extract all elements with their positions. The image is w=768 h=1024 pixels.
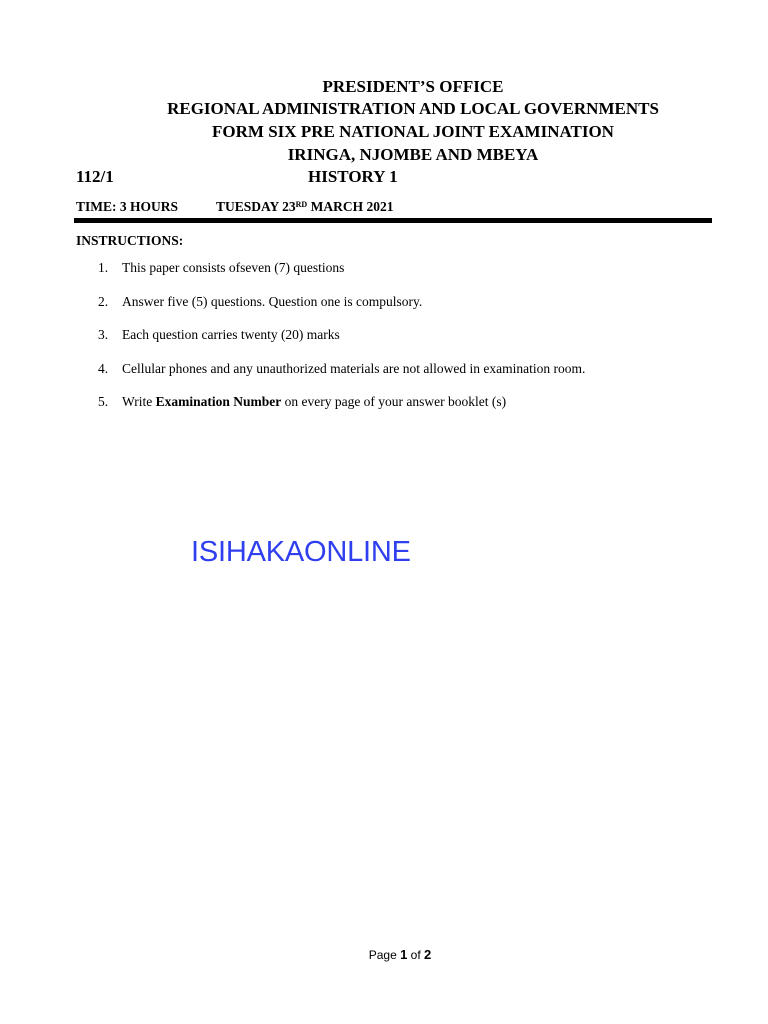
instruction-number: 4. <box>98 360 109 376</box>
instruction-text-start: Write <box>122 394 156 410</box>
instruction-text <box>122 393 506 411</box>
exam-time: TIME: 3 HOURS <box>76 199 179 214</box>
instruction-text: This paper consists ofseven (7) questions <box>122 260 345 275</box>
instruction-item <box>76 393 696 427</box>
header-presidents-office: PRESIDENT’S OFFICE <box>322 77 504 96</box>
instruction-number: 1. <box>98 260 109 275</box>
instructions-title: INSTRUCTIONS: <box>76 233 184 248</box>
exam-date-prefix: TUESDAY 23 <box>216 199 296 214</box>
header-divider <box>74 218 712 223</box>
instruction-item <box>76 293 696 327</box>
instruction-text-emphasis: Examination Number <box>155 394 282 410</box>
time-date-row <box>76 198 394 216</box>
instruction-text: Answer five (5) questions. Question one is compulsory. <box>122 293 423 309</box>
paper-code: 112/1 <box>76 167 114 186</box>
header-regions: IRINGA, NJOMBE AND MBEYA <box>287 145 539 164</box>
exam-date-ordinal: RD <box>295 200 308 209</box>
instruction-text: Cellular phones and any unauthorized materials are not allowed in examination room. <box>122 360 586 376</box>
exam-date-suffix: MARCH 2021 <box>307 199 394 214</box>
instruction-number: 5. <box>98 394 109 410</box>
header-exam-name: FORM SIX PRE NATIONAL JOINT EXAMINATION <box>212 122 614 141</box>
instruction-text-end: on every page of your answer booklet (s) <box>281 394 507 410</box>
instructions-list <box>76 259 696 427</box>
page-label: Page <box>368 948 401 962</box>
instruction-item <box>76 360 696 394</box>
instruction-item <box>76 326 696 360</box>
instruction-text: Each question carries twenty (20) marks <box>122 327 340 343</box>
instruction-item <box>76 259 696 293</box>
instruction-number: 3. <box>98 327 109 343</box>
of-label: of <box>407 948 425 962</box>
header-regional-administration: REGIONAL ADMINISTRATION AND LOCAL GOVERNMENTS <box>167 99 659 118</box>
current-page-number: 1 <box>400 947 408 962</box>
paper-subject: HISTORY 1 <box>308 167 398 186</box>
page-footer <box>0 946 768 964</box>
watermark-text: ISIHAKAONLINE <box>191 536 411 568</box>
instruction-number: 2. <box>98 293 109 309</box>
exam-date <box>216 198 393 216</box>
total-pages-number: 2 <box>424 947 432 962</box>
